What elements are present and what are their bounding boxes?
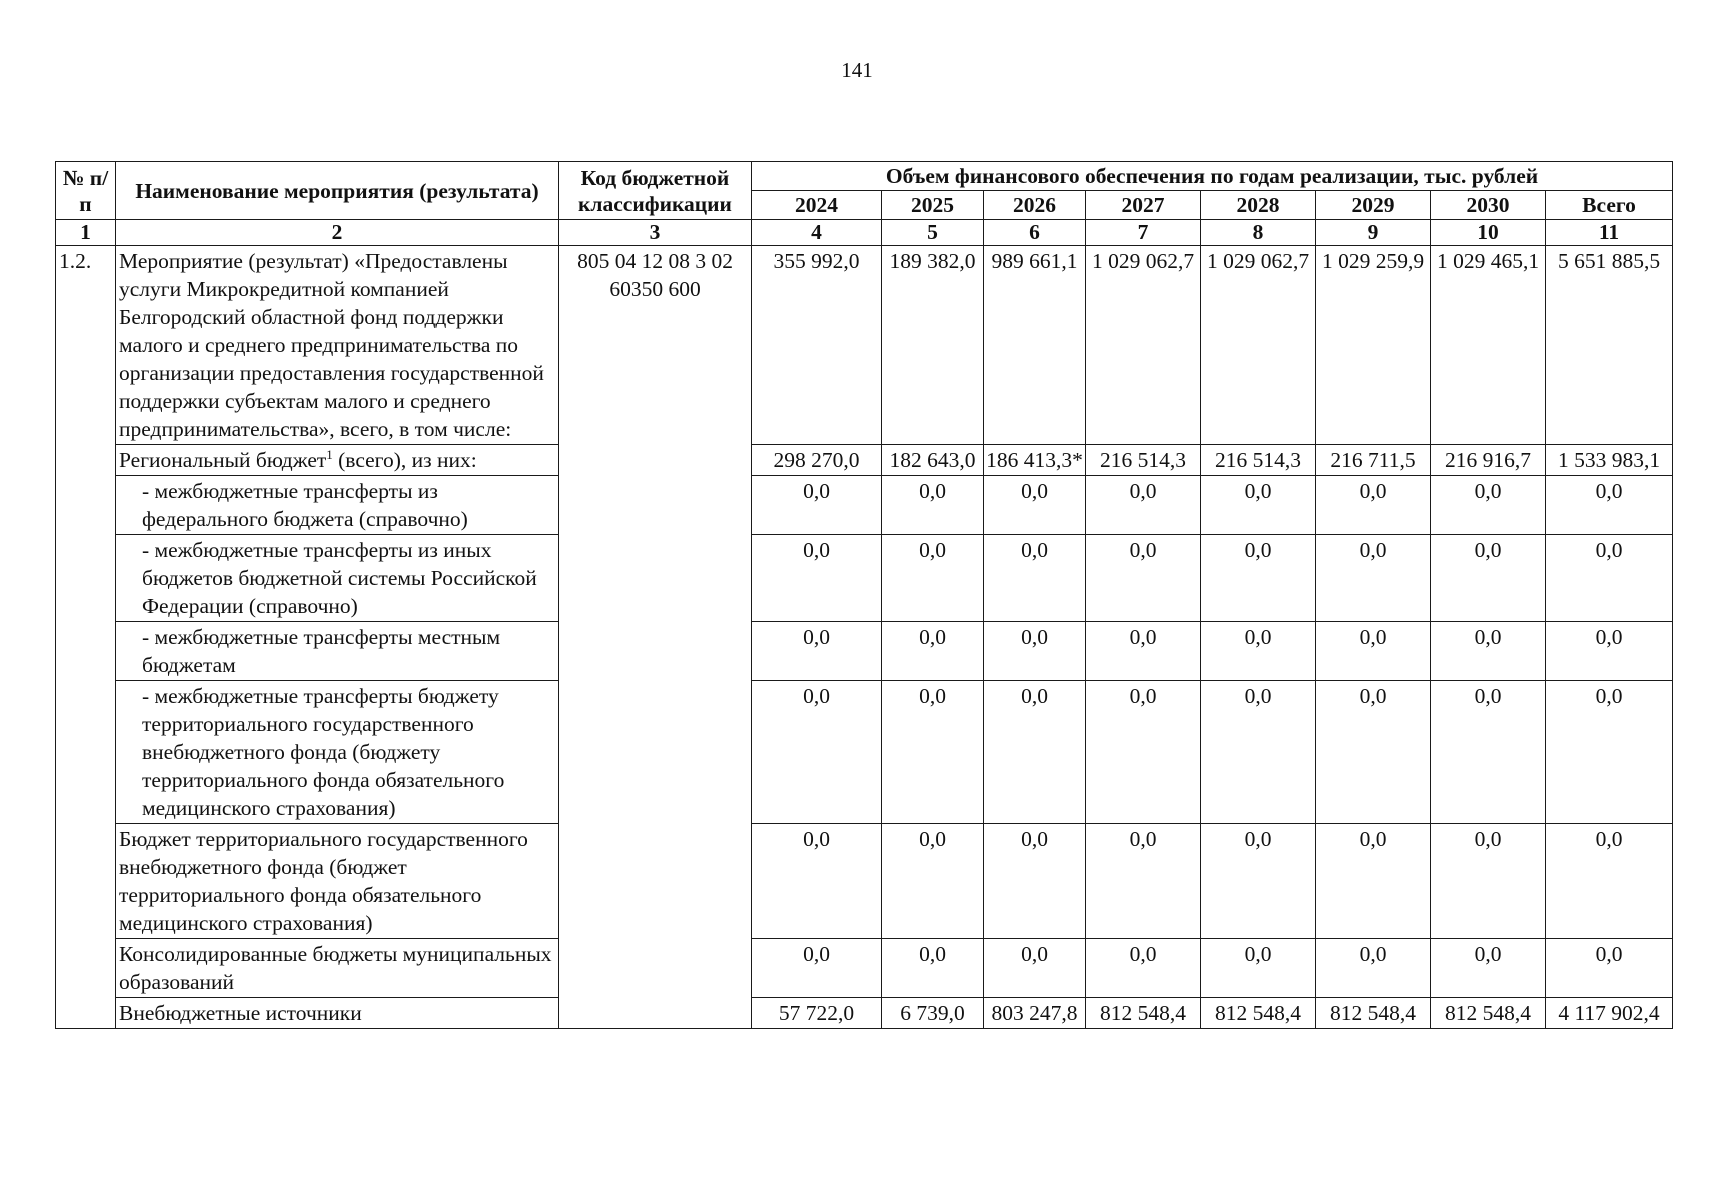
header-total: Всего [1546,191,1673,220]
value-cell: 1 029 465,1 [1431,246,1546,445]
header-year: 2025 [882,191,984,220]
value-cell: 216 514,3 [1086,445,1201,476]
value-cell: 812 548,4 [1201,998,1316,1029]
column-number: 4 [752,220,882,246]
value-cell: 0,0 [882,939,984,998]
value-cell: 57 722,0 [752,998,882,1029]
column-number: 8 [1201,220,1316,246]
item-number: 1.2. [56,246,116,1029]
value-cell: 0,0 [1201,681,1316,824]
value-cell: 0,0 [1086,535,1201,622]
value-cell: 182 643,0 [882,445,984,476]
row-name-suffix: (всего), из них: [332,448,477,472]
column-number: 1 [56,220,116,246]
value-cell: 216 514,3 [1201,445,1316,476]
total-cell: 1 533 983,1 [1546,445,1673,476]
value-cell: 0,0 [1086,681,1201,824]
total-cell: 5 651 885,5 [1546,246,1673,445]
row-name: Внебюджетные источники [116,998,559,1029]
value-cell: 0,0 [1201,535,1316,622]
column-number: 7 [1086,220,1201,246]
total-cell: 0,0 [1546,681,1673,824]
row-name [116,445,559,476]
value-cell: 0,0 [984,939,1086,998]
total-cell: 0,0 [1546,622,1673,681]
value-cell: 0,0 [1431,535,1546,622]
value-cell: 0,0 [882,535,984,622]
value-cell: 0,0 [1201,622,1316,681]
row-name: - межбюджетные трансферты бюджету территориального государственного внебюджетного фонда (бюджету территориального фонда обязательного медицинского страхования) [116,681,559,824]
value-cell: 0,0 [1201,939,1316,998]
row-name: Бюджет территориального государственного внебюджетного фонда (бюджет территориального фонда обязательного медицинского страхования) [116,824,559,939]
column-number: 5 [882,220,984,246]
value-cell: 0,0 [1316,681,1431,824]
value-cell: 1 029 259,9 [1316,246,1431,445]
value-cell: 1 029 062,7 [1086,246,1201,445]
table-row [56,681,1673,824]
table-row [56,824,1673,939]
value-cell: 0,0 [752,535,882,622]
row-name: - межбюджетные трансферты из иных бюджетов бюджетной системы Российской Федерации (справочно) [116,535,559,622]
total-cell: 0,0 [1546,939,1673,998]
budget-code: 805 04 12 08 3 02 60350 600 [559,246,752,1029]
value-cell: 298 270,0 [752,445,882,476]
row-name: Мероприятие (результат) «Предоставлены услуги Микрокредитной компанией Белгородский областной фонд поддержки малого и среднего предпринимательства по организации предоставления государственной поддержки субъектам малого и среднего предпринимательства», всего, в том числе: [116,246,559,445]
value-cell: 0,0 [752,622,882,681]
value-cell: 0,0 [984,824,1086,939]
value-cell: 0,0 [1086,939,1201,998]
table-row [56,622,1673,681]
column-number-row [56,220,1673,246]
header-year: 2024 [752,191,882,220]
value-cell: 0,0 [752,824,882,939]
column-number: 10 [1431,220,1546,246]
total-cell: 0,0 [1546,535,1673,622]
value-cell: 216 711,5 [1316,445,1431,476]
value-cell: 0,0 [1316,939,1431,998]
table-row [56,939,1673,998]
value-cell: 989 661,1 [984,246,1086,445]
page-number: 141 [841,58,873,82]
header-row-1 [56,162,1673,191]
column-number: 6 [984,220,1086,246]
table-row [56,445,1673,476]
value-cell: 0,0 [752,939,882,998]
header-year: 2030 [1431,191,1546,220]
value-cell: 0,0 [984,476,1086,535]
value-cell: 0,0 [1316,824,1431,939]
table-row [56,998,1673,1029]
column-number: 11 [1546,220,1673,246]
header-name: Наименование мероприятия (результата) [116,162,559,220]
value-cell: 0,0 [1086,622,1201,681]
value-cell: 0,0 [984,622,1086,681]
value-cell: 0,0 [984,681,1086,824]
row-name: Консолидированные бюджеты муниципальных образований [116,939,559,998]
value-cell: 0,0 [1201,476,1316,535]
header-year: 2027 [1086,191,1201,220]
header-volume: Объем финансового обеспечения по годам реализации, тыс. рублей [752,162,1673,191]
value-cell: 0,0 [1431,476,1546,535]
value-cell: 0,0 [882,824,984,939]
row-name-text: Региональный бюджет [119,448,327,472]
value-cell: 0,0 [1086,476,1201,535]
value-cell: 0,0 [1201,824,1316,939]
value-cell: 0,0 [752,476,882,535]
total-cell: 0,0 [1546,476,1673,535]
value-cell: 355 992,0 [752,246,882,445]
value-cell: 812 548,4 [1086,998,1201,1029]
header-year: 2026 [984,191,1086,220]
total-cell: 4 117 902,4 [1546,998,1673,1029]
value-cell: 189 382,0 [882,246,984,445]
value-cell: 0,0 [1086,824,1201,939]
column-number: 9 [1316,220,1431,246]
value-cell: 0,0 [882,622,984,681]
value-cell: 812 548,4 [1316,998,1431,1029]
value-cell: 0,0 [1316,622,1431,681]
table-row [56,476,1673,535]
value-cell: 1 029 062,7 [1201,246,1316,445]
header-code: Код бюджетной классификации [559,162,752,220]
value-cell: 803 247,8 [984,998,1086,1029]
row-name: - межбюджетные трансферты местным бюджетам [116,622,559,681]
value-cell: 0,0 [1316,476,1431,535]
value-cell: 0,0 [882,681,984,824]
value-cell: 0,0 [984,535,1086,622]
value-cell: 216 916,7 [1431,445,1546,476]
value-cell: 0,0 [1316,535,1431,622]
column-number: 2 [116,220,559,246]
value-cell: 0,0 [1431,681,1546,824]
header-num: № п/п [56,162,116,220]
value-cell: 0,0 [752,681,882,824]
column-number: 3 [559,220,752,246]
value-cell: 0,0 [1431,939,1546,998]
value-cell: 0,0 [1431,622,1546,681]
footnote-mark: 1 [326,446,333,462]
value-cell: 812 548,4 [1431,998,1546,1029]
value-cell: 0,0 [882,476,984,535]
header-year: 2028 [1201,191,1316,220]
financing-table [55,161,1673,1029]
total-cell: 0,0 [1546,824,1673,939]
value-cell: 6 739,0 [882,998,984,1029]
row-name: - межбюджетные трансферты из федерального бюджета (справочно) [116,476,559,535]
table-row [56,246,1673,445]
table-row [56,535,1673,622]
header-year: 2029 [1316,191,1431,220]
value-cell: 186 413,3* [984,445,1086,476]
value-cell: 0,0 [1431,824,1546,939]
